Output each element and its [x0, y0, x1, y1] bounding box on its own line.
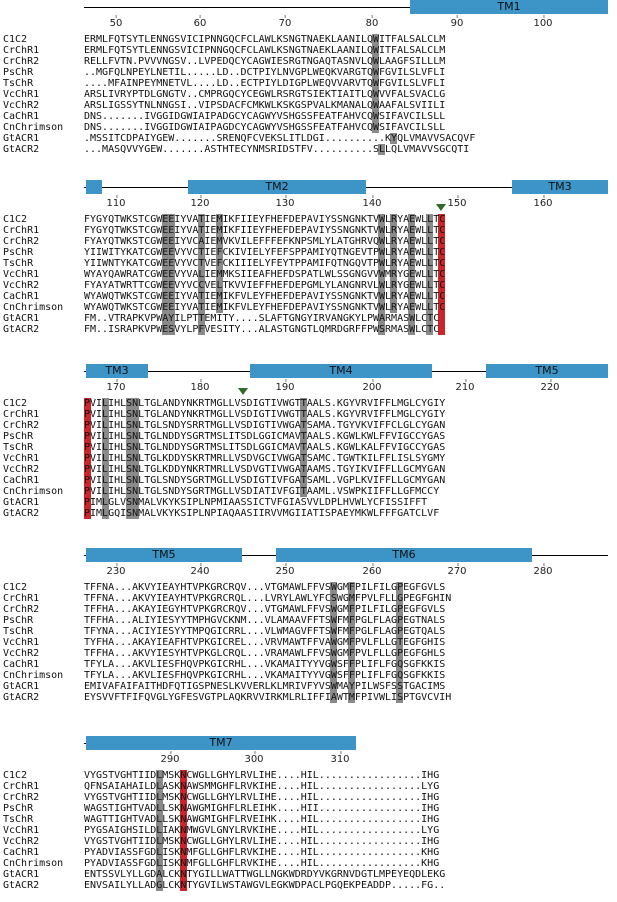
- tm-segment: TM5: [486, 364, 608, 378]
- species-label: TsChR: [3, 78, 34, 89]
- species-label: CnChrimson: [3, 302, 64, 313]
- species-label: VcChR2: [3, 648, 40, 659]
- position-tick: 260: [362, 566, 382, 577]
- species-label: VcChR1: [3, 825, 40, 836]
- species-label: VcChR1: [3, 269, 40, 280]
- species-label: PsChR: [3, 803, 34, 814]
- species-label: PsChR: [3, 431, 34, 442]
- sequence-row: FYGYQTWKSTCGWEEIYVATIEMIKFIIEYFHEFDEPAVIYSSNGNKTVWLRYAEWLLTC: [84, 225, 446, 236]
- position-tick: 250: [275, 566, 295, 577]
- sequence-row: DNS.......IVGGIDGWIAIPAGDCYCAGWYVSHGSSFEATFAHVCQWSIFAVCILSLL: [84, 122, 446, 133]
- species-label: CrChR2: [3, 604, 40, 615]
- species-label: VcChR2: [3, 836, 40, 847]
- sequence-row: WAGSTIGHTVADLLSKNAWGMIGHFLRLEIHK....HII.................IHG: [84, 803, 440, 814]
- sequence-row: VYGSTVGHTIIDLMSKNCWGLLGHYLRVLIHE....HIL.................IHG: [84, 770, 440, 781]
- species-label: CrChR2: [3, 792, 40, 803]
- position-tick: 100: [533, 18, 553, 29]
- position-tick: 270: [447, 566, 467, 577]
- species-label: GtACR2: [3, 324, 40, 335]
- species-label: C1C2: [3, 582, 28, 593]
- position-tick: 190: [275, 382, 295, 393]
- species-label: VcChR1: [3, 89, 40, 100]
- position-tick: 170: [106, 382, 126, 393]
- sequence-row: ENVSAILYLLADGLCKNTYGVILWSTAWGVLEGKWDPACLPGQEKPEADDP.....FG..: [84, 880, 446, 891]
- species-label: GtACR1: [3, 869, 40, 880]
- position-tick: 220: [540, 382, 560, 393]
- species-label: TsChR: [3, 626, 34, 637]
- position-tick: 240: [190, 566, 210, 577]
- sequence-row: TFYLA...AKVLIESFHQVPKGICRHL...VKAMAITYYVGWSFFPLIFLFGQSGFKKIS: [84, 659, 446, 670]
- species-label: CrChR2: [3, 236, 40, 247]
- position-tick: 210: [455, 382, 475, 393]
- species-label: CaChR1: [3, 659, 40, 670]
- position-tick: 130: [275, 198, 295, 209]
- position-tick: 110: [106, 198, 126, 209]
- species-label: GtACR1: [3, 681, 40, 692]
- position-tick: 80: [365, 18, 379, 29]
- sequence-row: VYGSTVGHTIIDLMSKNCWGLLGHYLRVLIHE....HIL.................IHG: [84, 836, 440, 847]
- species-label: PsChR: [3, 615, 34, 626]
- species-label: C1C2: [3, 34, 28, 45]
- sequence-row: ARSLIGSSYTNLNNGSI..VIPSDACFCMKWLKSKGSPVALKMANALQWAAFALSVIILI: [84, 100, 446, 111]
- tm-segment: TM3: [86, 364, 148, 378]
- sequence-row: PYADVIASSFGDLISKNMFGLLGHFLRVKIHE....HIL.................KHG: [84, 858, 440, 869]
- tm-segment: TM3: [512, 180, 608, 194]
- sequence-row: PYADVIASSFGDLISKNMFGLLGHFLRVKIHE....HIL.................KHG: [84, 847, 440, 858]
- residue-marker-triangle: [436, 204, 446, 211]
- tm-segment: TM6: [276, 548, 532, 562]
- sequence-row: PVILIHLSNLTGLSNDYSGRTMGLLVSDIGTIVFGATSAML.VGPLKVIFFLLGCMYGAN: [84, 475, 446, 486]
- sequence-row: FYGYQTWKSTCGWEEIYVATIEMIKFIIEYFHEFDEPAVIYSSNGNKTVWLRYAEWLLTC: [84, 214, 446, 225]
- sequence-row: TFFHA...AKVYIESYHTVPKGLCRQL...VRAMAWLFFVSWGMFPVLFLLGPEGFGHLS: [84, 648, 446, 659]
- species-label: GtACR2: [3, 692, 40, 703]
- sequence-row: PVILIHLSNLTGLNDDYSGRTMSLITSDLGGICMAVTAALS.KGWLKWLFFVIGCCYGAS: [84, 431, 446, 442]
- position-tick: 280: [533, 566, 553, 577]
- sequence-row: TFFNA...AKVYIEAYHTVPKGRCRQV...VTGMAWLFFVSWGMFPILFILGPEGFGVLS: [84, 582, 446, 593]
- sequence-row: FYAYATWRTTCGWEEVYVCCVELTKVVIEFFHEFDEPGMLYLANGNRVLWLRYGEWLLTC: [84, 280, 446, 291]
- position-tick: 310: [330, 754, 350, 765]
- species-label: GtACR2: [3, 144, 40, 155]
- tm-segment: TM5: [86, 548, 242, 562]
- species-label: VcChR2: [3, 100, 40, 111]
- position-tick: 70: [278, 18, 292, 29]
- species-label: VcChR1: [3, 453, 40, 464]
- sequence-row: WYAYQAWRATCGWEEVYVALIEMMKSIIEAFHEFDSPATLWLSSGNGVVWMRYGEWLLTC: [84, 269, 446, 280]
- sequence-row: TFYLA...AKVLIESFHQVPKGICRHL...VKAMAITYYVGWSFFPLIFLFGQSGFKKIS: [84, 670, 446, 681]
- species-label: CrChR1: [3, 781, 40, 792]
- species-label: VcChR2: [3, 464, 40, 475]
- species-label: CnChrimson: [3, 122, 64, 133]
- species-label: VcChR2: [3, 280, 40, 291]
- species-label: GtACR1: [3, 133, 40, 144]
- position-tick: 120: [190, 198, 210, 209]
- sequence-row: .MSSITCDPAIYGEW.......SRENQFCVEKSLITLDGI..........KYQLVMAVVSACQVF: [84, 133, 476, 144]
- sequence-row: YIIWNTYKATCGWEEVYVCTVEFCKIIIELYFEYTPPAMIFQTNGQVTPWLRYAEWLLTC: [84, 258, 446, 269]
- sequence-row: PIMLGLVSNMALVKYKSIPLNPMIAASSICTVFGIASVVLDPLHVWLYCFISSIFFT: [84, 497, 428, 508]
- tm-segment: TM2: [188, 180, 366, 194]
- species-label: C1C2: [3, 398, 28, 409]
- species-label: GtACR1: [3, 497, 40, 508]
- position-tick: 50: [109, 18, 123, 29]
- species-label: CaChR1: [3, 475, 40, 486]
- sequence-row: YIIWITYKATCGWEEVYVCTIEFCKIVIELYFEFSPPAMIYQTNGEVTPWLRYAEWLLTC: [84, 247, 446, 258]
- species-label: TsChR: [3, 442, 34, 453]
- species-label: C1C2: [3, 770, 28, 781]
- species-label: TsChR: [3, 814, 34, 825]
- species-label: CaChR1: [3, 111, 40, 122]
- position-tick: 200: [362, 382, 382, 393]
- sequence-row: PYGSAIGHSILDLIAKNMWGVLGNYLRVKIHE....HIL.................LYG: [84, 825, 440, 836]
- species-label: CaChR1: [3, 291, 40, 302]
- tm-segment: TM4: [250, 364, 432, 378]
- tm-segment: TM7: [86, 736, 356, 750]
- tm-segment: [86, 180, 102, 194]
- position-tick: 160: [533, 198, 553, 209]
- position-tick: 290: [160, 754, 180, 765]
- sequence-row: ..MGFQLNPEYLNETIL.....LD..DCTPIYLNVGPLWEQKVARGTQWFGVILSLVFLI: [84, 67, 446, 78]
- sequence-row: PIMLGQISNMALVKYKSIPLNPIAQAASIIRVVMGIIATISPAEYMKWLFFFGATCLVF: [84, 508, 440, 519]
- sequence-row: PVILIHLSNLTGLANDYNKRTMGLLVSDIGTIVWGTTAALS.KGYVRVIFFLMGLCYGIY: [84, 398, 446, 409]
- sequence-row: EMIVAFAIFAITHDFQTIGSPNESLKVVERLKLMRIVFYVSWMAYPILWSFSSTGACIMS: [84, 681, 446, 692]
- species-label: CrChR1: [3, 225, 40, 236]
- sequence-row: ERMLFQTSYTLENNGSVICIPNNGQCFCLAWLKSNGTNAEKLAANILQWITFALSALCLM: [84, 45, 446, 56]
- sequence-row: FM..VTRAPKVPWAYILPTTEMITY....SLAFTGNGYIRVANGKYLPWARMASWLCTC: [84, 313, 440, 324]
- sequence-row: PVILIHLSNLTGLKDDYNKRTMRLLVSDVGTIVWGATAAMS.TGYIKVIFFLLGCMYGAN: [84, 464, 446, 475]
- sequence-row: QFNSAIAHAILDLASKNAWSMMGHFLRVKIHE....HIL.................LYG: [84, 781, 440, 792]
- sequence-row: RELLFVTN.PVVVNGSV..LVPEDQCYCAGWIESRGTNGAQTASNVLQWLAAGFSILLLM: [84, 56, 446, 67]
- sequence-row: TYFHA...AKAYIEAFHTVPKGICREL...VRVMAWTFFVAWGMFPVLFLLGTEGFGHIS: [84, 637, 446, 648]
- sequence-row: WYAWQTWKSTCGWEEIYVATIEMIKFVLEYFHEFDEPAVIYSSNGNKTVWLRYAEWLLTC: [84, 302, 446, 313]
- species-label: CrChR1: [3, 45, 40, 56]
- sequence-row: TFFNA...AKVYIEAYHTVPKGRCRQL...LVRYLAWLYFCSWGMFPVLFLLGPEGFGHIN: [84, 593, 452, 604]
- species-label: GtACR2: [3, 880, 40, 891]
- species-label: CnChrimson: [3, 670, 64, 681]
- species-label: GtACR2: [3, 508, 40, 519]
- sequence-row: ....MFAINPEYMNETVL....LD..ECTPIYLDIGPLWEQVVARVTQWFGVILSLVFLI: [84, 78, 446, 89]
- sequence-row: PVILIHLSNLTGLSNDYSRRTMGLLVSDIGTIVWGATSAMA.TGYVKVIFFCLGLCYGAN: [84, 420, 446, 431]
- sequence-row: TFFHA...ALIYIESYYTMPHGVCKNM...VLAMAAVFFTSWFMFPGLFLAGPEGTNALS: [84, 615, 446, 626]
- sequence-row: WAGTTIGHTVADLLSKNAWGMIGHFLRVEIHK....HIL.................IHG: [84, 814, 440, 825]
- sequence-row: PVILIHLSNLTGLSNDYSGRTMGLLVSDIATIVFGITAAML.VSWPKIIFFLLGFMCCY: [84, 486, 440, 497]
- species-label: CaChR1: [3, 847, 40, 858]
- species-label: CrChR2: [3, 420, 40, 431]
- species-label: C1C2: [3, 214, 28, 225]
- sequence-row: FYAYQTWKSTCGWEEIYVCAIEMVKVILEFFFEFKNPSMLYLATGHRVQWLRYAEWLLTC: [84, 236, 446, 247]
- position-tick: 140: [362, 198, 382, 209]
- sequence-row: ...MASQVVYGEW.......ASTHTECYNMSRIDSTFV..........SLLQLVMAVVSGCQTI: [84, 144, 470, 155]
- species-label: TsChR: [3, 258, 34, 269]
- sequence-row: FM..ISRAPKVPWESVYLPFVESITY...ALASTGNGTLQMRDGRFFPWSRMASWLCTC: [84, 324, 440, 335]
- sequence-row: ARSLIVRYPTDLGNGTV..CMPRGQCYCEGWLRSRGTSIEKTIAITLQWVVFALSVACLG: [84, 89, 446, 100]
- position-tick: 60: [193, 18, 207, 29]
- species-label: PsChR: [3, 67, 34, 78]
- species-label: CrChR1: [3, 409, 40, 420]
- sequence-row: ERMLFQTSYTLENNGSVICIPNNGQCFCLAWLKSNGTNAEKLAANILQWITFALSALCLM: [84, 34, 446, 45]
- position-tick: 230: [106, 566, 126, 577]
- position-tick: 90: [450, 18, 464, 29]
- sequence-row: PVILIHLSNLTGLNDDYSGRTMSLITSDLGGICMAVTAALS.KGWLKALFFVIGCCYGAS: [84, 442, 446, 453]
- sequence-row: PVILIHLSNLTGLANDYNKRTMGLLVSDIGTIVWGTTAALS.KGYVRVIFFLMGLCYGIY: [84, 409, 446, 420]
- species-label: VcChR1: [3, 637, 40, 648]
- sequence-row: TFFHA...AKAYIEGYHTVPKGRCRQV...VTGMAWLFFVSWGMFPILFILGPEGFGVLS: [84, 604, 446, 615]
- sequence-row: WYAWQTWKSTCGWEEIYVATIEMIKFVLEYFHEFDEPAVIYSSNGNKTVWLRYAEWLLTC: [84, 291, 446, 302]
- species-label: CnChrimson: [3, 486, 64, 497]
- sequence-row: EYSVVFTFIFQVGLYGFESVGTPLAQKRVVIRKMLRLIFFIAWTMFPIVWLISPTGVCVIH: [84, 692, 452, 703]
- sequence-row: VYGSTVGHTIIDLMSKNCWGLLGHYLRVLIHE....HIL.................IHG: [84, 792, 440, 803]
- position-tick: 300: [244, 754, 264, 765]
- species-label: CrChR2: [3, 56, 40, 67]
- species-label: CnChrimson: [3, 858, 64, 869]
- residue-marker-triangle: [238, 388, 248, 395]
- sequence-row: TFYNA...ACIYIESYYTMPQGICRRL...VLWMAGVFFTSWFMFPGLFLAGPEGTQALS: [84, 626, 446, 637]
- position-tick: 180: [190, 382, 210, 393]
- sequence-row: PVILIHLSNLTGLKDDYSKRTMRLLVSDVGCIVWGATSAMC.TGWTKILFFLISLSYGMY: [84, 453, 446, 464]
- position-tick: 150: [447, 198, 467, 209]
- species-label: CrChR1: [3, 593, 40, 604]
- tm-segment: TM1: [410, 0, 608, 14]
- species-label: PsChR: [3, 247, 34, 258]
- sequence-row: ENTSSVLYLLGDALCKNTYGILLWATTWGLLNGKWDRDYVKGRNVDGTLMPEYEQDLEKG: [84, 869, 446, 880]
- species-label: GtACR1: [3, 313, 40, 324]
- sequence-row: DNS.......IVGGIDGWIAIPADGCYCAGWYVSHGSSFEATFAHVCQWSIFAVCILSLL: [84, 111, 446, 122]
